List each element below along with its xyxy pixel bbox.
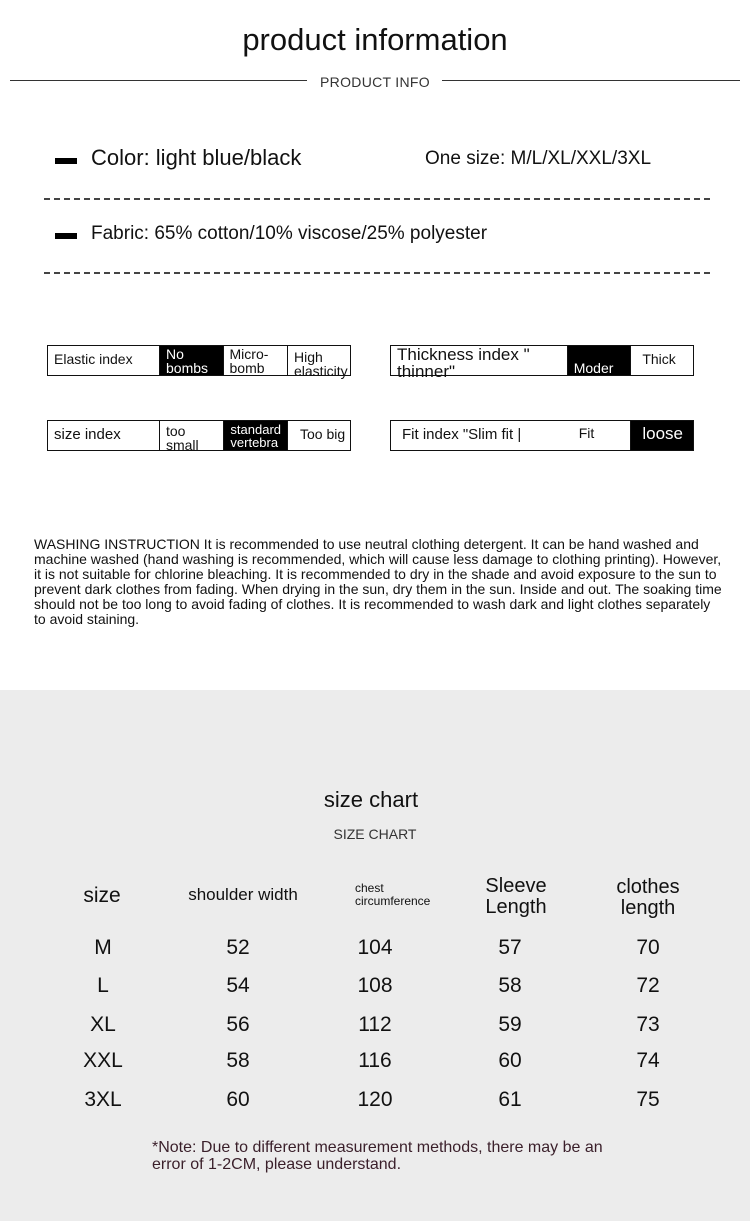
fit-option-loose: loose bbox=[630, 421, 693, 450]
size-option-too-big: Too big bbox=[287, 421, 350, 450]
table-cell: 73 bbox=[636, 1013, 660, 1036]
thickness-index-label: Thickness index " thinner" bbox=[397, 345, 530, 381]
table-cell: 3XL bbox=[84, 1088, 122, 1111]
table-cell: 58 bbox=[498, 974, 522, 997]
color-spec: Color: light blue/black bbox=[91, 145, 302, 170]
column-header-size: size bbox=[83, 884, 121, 907]
elastic-option-no-bombs: No bombs bbox=[159, 346, 223, 375]
elastic-index-scale bbox=[47, 345, 351, 379]
table-cell: 61 bbox=[498, 1088, 522, 1111]
fit-option-fit: Fit bbox=[578, 425, 595, 441]
column-header-clothes-length: clothes length bbox=[616, 876, 680, 919]
fabric-spec: Fabric: 65% cotton/10% viscose/25% polyester bbox=[91, 223, 488, 244]
size-option-standard-vertebra: standard vertebra bbox=[223, 421, 287, 450]
column-header-shoulder-width: shoulder width bbox=[188, 885, 298, 904]
table-cell: 104 bbox=[357, 936, 393, 959]
thickness-option-moder: Moder bbox=[567, 346, 631, 375]
table-cell: 112 bbox=[358, 1013, 392, 1036]
table-cell: 74 bbox=[636, 1049, 660, 1072]
column-header-chest-circumference: chest circumference bbox=[355, 881, 431, 908]
table-cell: 60 bbox=[226, 1088, 250, 1111]
table-cell: 56 bbox=[226, 1013, 250, 1036]
table-cell: 75 bbox=[636, 1088, 660, 1111]
table-cell: 58 bbox=[226, 1049, 250, 1072]
measurement-note: *Note: Due to different measurement methods, there may be an error of 1-2CM, please understand. bbox=[152, 1139, 603, 1173]
column-header-sleeve-length: Sleeve Length bbox=[485, 875, 547, 918]
table-cell: 59 bbox=[498, 1013, 522, 1036]
fit-index-scale bbox=[390, 420, 694, 451]
size-index-label: size index bbox=[54, 426, 121, 443]
elastic-option-high-elasticity: High elasticity bbox=[287, 346, 350, 375]
thickness-option-thick: Thick bbox=[630, 346, 693, 375]
size-spec: One size: M/L/XL/XXL/3XL bbox=[425, 148, 652, 169]
table-cell: XXL bbox=[83, 1049, 123, 1072]
fit-index-label: Fit index "Slim fit | bbox=[402, 426, 522, 443]
page-title: product information bbox=[242, 22, 508, 57]
elastic-index-label: Elastic index bbox=[54, 351, 133, 367]
thickness-index-scale bbox=[390, 345, 694, 381]
spec-divider bbox=[44, 272, 710, 274]
table-cell: 116 bbox=[358, 1049, 392, 1072]
fabric-bullet-icon bbox=[55, 233, 77, 239]
table-cell: L bbox=[97, 974, 109, 997]
color-bullet-icon bbox=[55, 158, 77, 164]
table-cell: 108 bbox=[357, 974, 393, 997]
size-index-scale bbox=[47, 420, 351, 451]
table-cell: 72 bbox=[636, 974, 660, 997]
table-cell: M bbox=[94, 936, 112, 959]
size-option-too-small: too small bbox=[159, 421, 223, 450]
elastic-option-micro-bomb: Micro-bomb bbox=[223, 346, 287, 375]
table-cell: 120 bbox=[357, 1088, 393, 1111]
table-cell: XL bbox=[90, 1013, 116, 1036]
table-cell: 60 bbox=[498, 1049, 522, 1072]
size-chart-title: size chart bbox=[323, 787, 419, 812]
table-cell: 52 bbox=[226, 936, 250, 959]
table-cell: 70 bbox=[636, 936, 660, 959]
page-subtitle: PRODUCT INFO bbox=[320, 74, 430, 90]
table-cell: 54 bbox=[226, 974, 250, 997]
size-chart-subtitle: SIZE CHART bbox=[333, 826, 417, 842]
table-cell: 57 bbox=[498, 936, 522, 959]
spec-divider bbox=[44, 198, 710, 200]
washing-instructions: WASHING INSTRUCTION It is recommended to use neutral clothing detergent. It can be hand washed and machine washed (hand washing is recommended, which will cause less damage to clothing printing). However, it is not suitable for chlorine bleaching. It is recommended to dry in the shade and avoid exposure to the sun to prevent dark clothes from fading. When drying in the sun, dry them in the sun. Inside and out. The soaking time should not be too long to avoid fading of clothes. It is recommended to wash dark and light clothes separately to avoid staining. bbox=[34, 536, 722, 627]
